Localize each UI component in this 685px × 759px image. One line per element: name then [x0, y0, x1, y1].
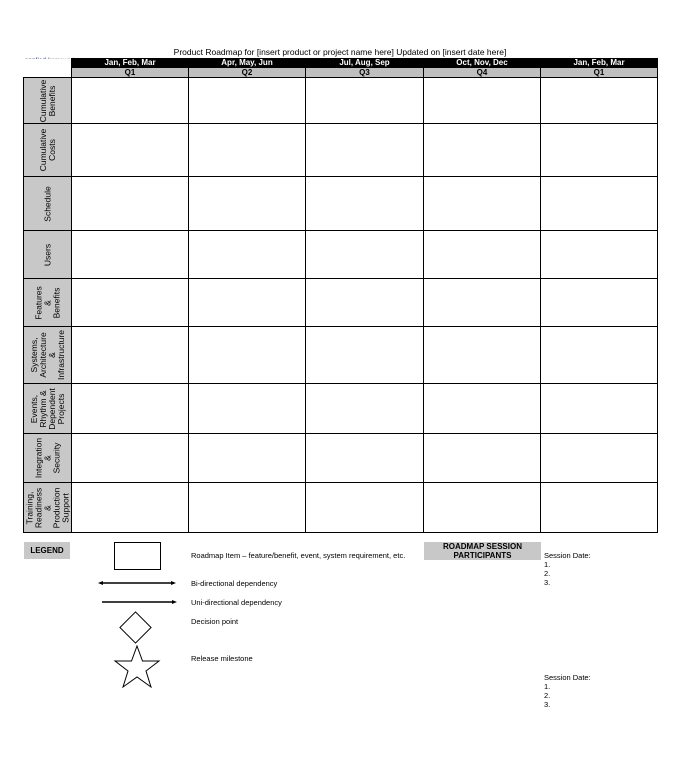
grid-cell[interactable] — [72, 434, 189, 483]
col-months: Jan, Feb, Mar — [541, 59, 658, 68]
roadmap-grid — [23, 58, 658, 533]
table-row — [24, 327, 658, 384]
legend-bi-directional: Bi-directional dependency — [191, 579, 278, 588]
col-months: Apr, May, Jun — [189, 59, 306, 68]
grid-cell[interactable] — [541, 434, 658, 483]
participant-line[interactable]: 1. — [544, 682, 551, 691]
grid-cell[interactable] — [306, 384, 424, 434]
grid-cell[interactable] — [72, 177, 189, 231]
table-row — [24, 231, 658, 279]
corner-cell — [24, 59, 72, 68]
grid-cell[interactable] — [306, 78, 424, 124]
col-quarter: Q4 — [424, 68, 541, 78]
grid-cell[interactable] — [72, 483, 189, 533]
corner-cell — [24, 68, 72, 78]
grid-cell[interactable] — [424, 327, 541, 384]
participant-line[interactable]: 1. — [544, 560, 551, 569]
grid-cell[interactable] — [72, 124, 189, 177]
participant-line[interactable]: 3. — [544, 578, 551, 587]
grid-cell[interactable] — [189, 384, 306, 434]
row-label: Training, Readiness & Production Support — [24, 483, 72, 533]
grid-cell[interactable] — [541, 327, 658, 384]
table-row — [24, 124, 658, 177]
grid-cell[interactable] — [189, 434, 306, 483]
row-label: Integration & Security — [24, 434, 72, 483]
grid-cell[interactable] — [541, 279, 658, 327]
grid-cell[interactable] — [189, 279, 306, 327]
table-row — [24, 384, 658, 434]
grid-cell[interactable] — [541, 177, 658, 231]
table-row — [24, 483, 658, 533]
grid-cell[interactable] — [424, 483, 541, 533]
grid-cell[interactable] — [306, 124, 424, 177]
grid-cell[interactable] — [424, 124, 541, 177]
table-row — [24, 279, 658, 327]
grid-cell[interactable] — [72, 231, 189, 279]
quarter-header-row — [24, 68, 658, 78]
grid-cell[interactable] — [72, 279, 189, 327]
legend-uni-directional: Uni-directional dependency — [191, 598, 282, 607]
row-label: Users — [24, 231, 72, 279]
col-months: Jan, Feb, Mar — [72, 59, 189, 68]
col-quarter: Q1 — [541, 68, 658, 78]
grid-cell[interactable] — [424, 434, 541, 483]
bi-directional-arrow-icon — [98, 578, 178, 588]
grid-cell[interactable] — [541, 78, 658, 124]
page-title: Product Roadmap for [insert product or project name here] Updated on [insert date here] — [173, 47, 507, 57]
grid-cell[interactable] — [72, 78, 189, 124]
table-row — [24, 177, 658, 231]
grid-cell[interactable] — [306, 231, 424, 279]
session-date-label: Session Date: — [544, 551, 591, 560]
table-row — [24, 434, 658, 483]
roadmap-item-icon — [114, 542, 161, 570]
grid-cell[interactable] — [541, 384, 658, 434]
row-label: Cumulative Benefits — [24, 78, 72, 124]
legend-milestone: Release milestone — [191, 654, 253, 663]
col-quarter: Q3 — [306, 68, 424, 78]
col-months: Oct, Nov, Dec — [424, 59, 541, 68]
grid-cell[interactable] — [189, 327, 306, 384]
grid-cell[interactable] — [306, 483, 424, 533]
row-label: Cumulative Costs — [24, 124, 72, 177]
grid-cell[interactable] — [72, 327, 189, 384]
col-quarter: Q2 — [189, 68, 306, 78]
row-label: Schedule — [24, 177, 72, 231]
participant-line[interactable]: 3. — [544, 700, 551, 709]
grid-cell[interactable] — [541, 483, 658, 533]
grid-cell[interactable] — [424, 384, 541, 434]
grid-cell[interactable] — [306, 327, 424, 384]
grid-cell[interactable] — [306, 177, 424, 231]
grid-cell[interactable] — [189, 483, 306, 533]
uni-directional-arrow-icon — [100, 597, 180, 607]
grid-cell[interactable] — [306, 279, 424, 327]
participant-line[interactable]: 2. — [544, 691, 551, 700]
row-label: Features & Benefits — [24, 279, 72, 327]
session-block — [544, 673, 591, 709]
table-row — [24, 78, 658, 124]
session-block — [544, 551, 591, 587]
grid-cell[interactable] — [189, 78, 306, 124]
grid-cell[interactable] — [306, 434, 424, 483]
grid-cell[interactable] — [541, 124, 658, 177]
legend-heading: LEGEND — [24, 542, 70, 559]
grid-cell[interactable] — [424, 177, 541, 231]
row-label: Events, Rhythm & Dependent Projects — [24, 384, 72, 434]
participants-heading: ROADMAP SESSION PARTICIPANTS — [424, 542, 541, 560]
participant-line[interactable]: 2. — [544, 569, 551, 578]
legend-decision: Decision point — [191, 617, 239, 626]
grid-cell[interactable] — [424, 78, 541, 124]
decision-point-icon — [119, 611, 152, 644]
legend-roadmap-item: Roadmap Item – feature/benefit, event, system requirement, etc. — [191, 551, 406, 560]
grid-cell[interactable] — [424, 231, 541, 279]
grid-cell[interactable] — [189, 124, 306, 177]
row-label: Systems, Architecture & Infrastructure — [24, 327, 72, 384]
months-header-row — [24, 59, 658, 68]
grid-cell[interactable] — [541, 231, 658, 279]
release-milestone-star-icon — [113, 645, 161, 689]
session-date-label: Session Date: — [544, 673, 591, 682]
col-quarter: Q1 — [72, 68, 189, 78]
col-months: Jul, Aug, Sep — [306, 59, 424, 68]
grid-cell[interactable] — [424, 279, 541, 327]
grid-cell[interactable] — [189, 231, 306, 279]
grid-cell[interactable] — [189, 177, 306, 231]
grid-cell[interactable] — [72, 384, 189, 434]
